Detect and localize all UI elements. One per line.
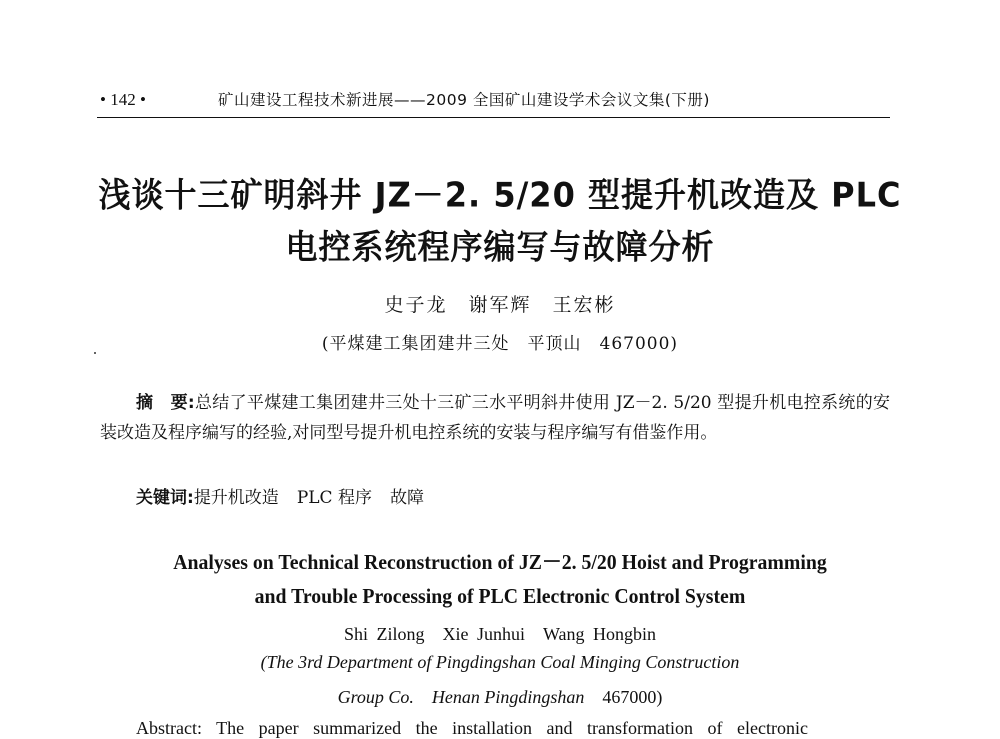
- english-affiliation-org: Group Co. Henan Pingdingshan: [337, 687, 585, 707]
- english-abstract-start: Abstract: The paper summarized the installation and transformation of electronic: [136, 718, 808, 738]
- abstract: [100, 388, 890, 448]
- english-authors: Shi Zilong Xie Junhui Wang Hongbin: [343, 624, 657, 644]
- english-title-line-1: Analyses on Technical Reconstruction of JZ－2. 5/20 Hoist and Programming: [173, 550, 827, 574]
- keyword-item: PLC 程序: [296, 488, 372, 508]
- running-header: [100, 88, 890, 110]
- keyword-item: 故障: [389, 488, 424, 508]
- english-affiliation-line-1: (The 3rd Department of Pingdingshan Coal Minging Construction: [260, 652, 740, 672]
- abstract-text: 总结了平煤建工集团建井三处十三矿三水平明斜井使用 JZ－2. 5/20 型提升机电控系统的安装改造及程序编写的经验,对同型号提升机电控系统的安装与程序编写有借鉴作用。: [100, 393, 890, 443]
- keyword-item: 提升机改造: [193, 488, 279, 508]
- english-affiliation-line-2: [60, 683, 940, 709]
- keywords-label: 关键词:: [136, 488, 194, 508]
- abstract-label: 摘 要:: [136, 393, 195, 413]
- english-affiliation-code: 467000): [602, 687, 663, 707]
- header-rule: [97, 117, 890, 118]
- running-title: 矿山建设工程技术新进展——2009 全国矿山建设学术会议文集(下册): [218, 91, 710, 109]
- paper-title-line-2: 电控系统程序编写与故障分析: [285, 227, 715, 268]
- page-number: • 142 •: [100, 90, 146, 109]
- english-title-line-2: and Trouble Processing of PLC Electronic Control System: [254, 584, 746, 608]
- paper-title-line-1: 浅谈十三矿明斜井 JZ－2. 5/20 型提升机改造及 PLC: [98, 175, 902, 216]
- keywords: [136, 483, 442, 508]
- stray-dot: [94, 352, 96, 354]
- affiliation: (平煤建工集团建井三处 平顶山 467000): [321, 334, 679, 354]
- authors: 史子龙 谢军辉 王宏彬: [384, 294, 616, 316]
